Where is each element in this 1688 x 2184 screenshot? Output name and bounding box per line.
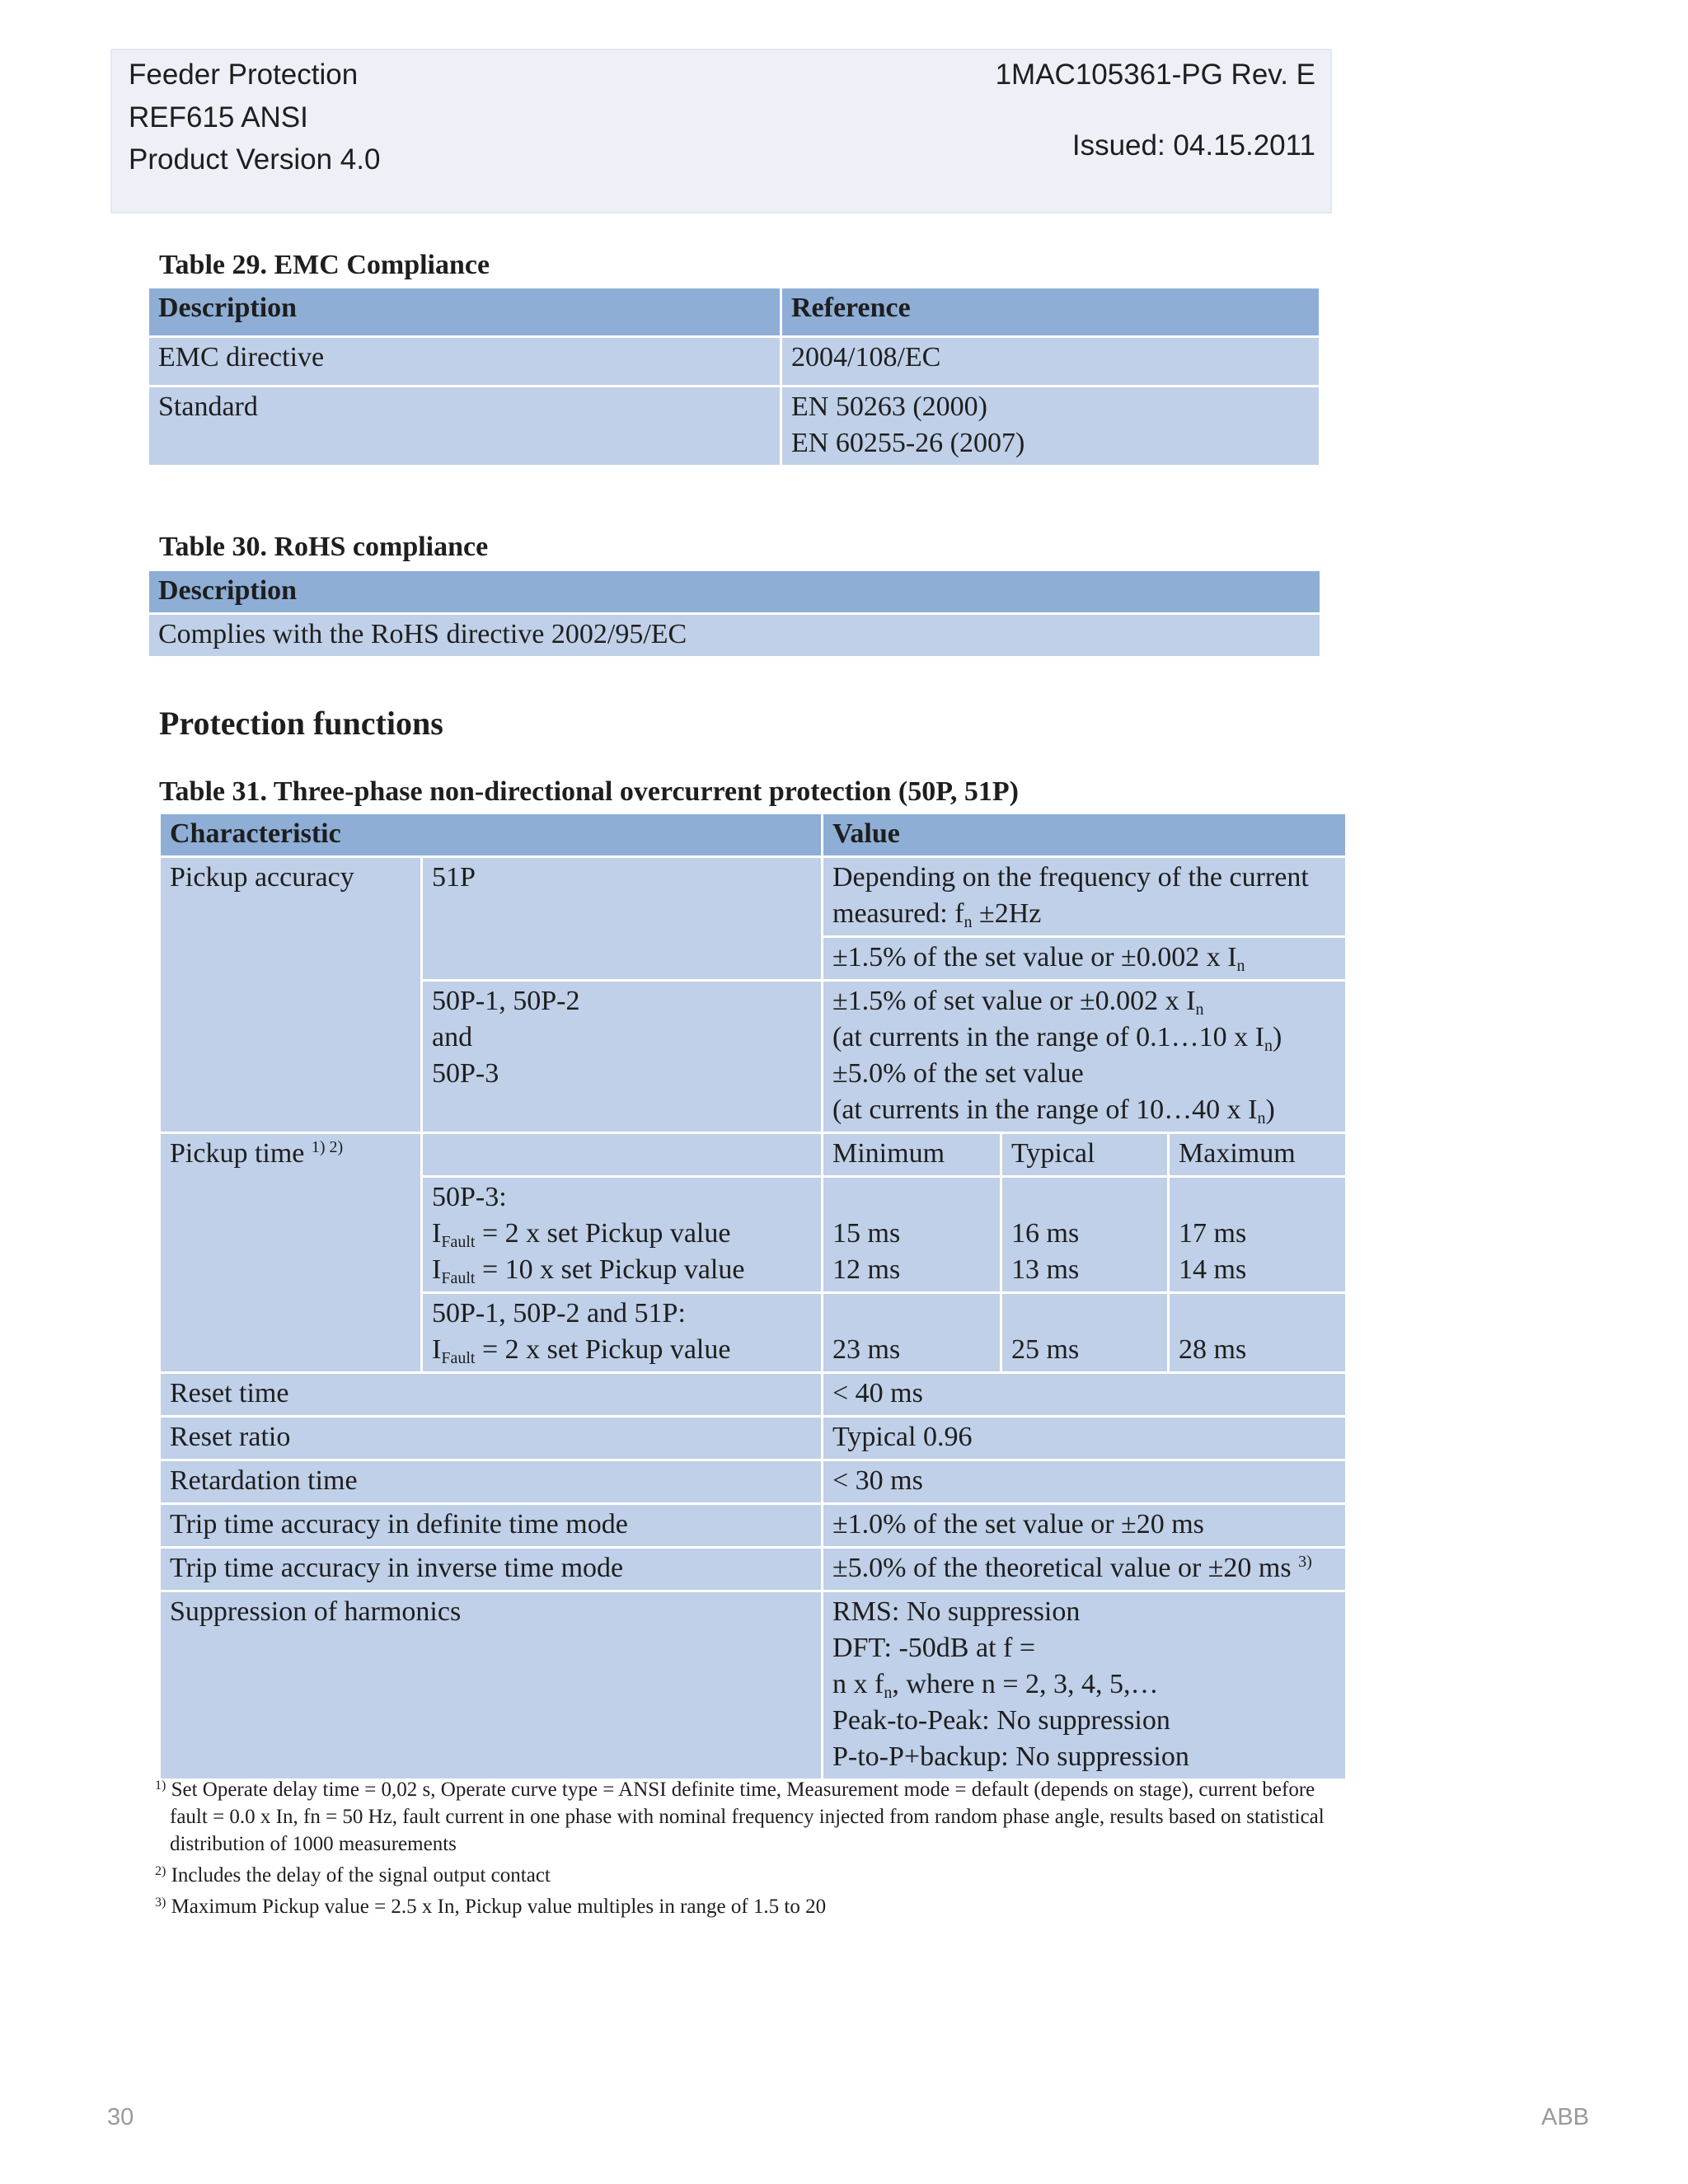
text-line: and xyxy=(432,1022,473,1052)
table-row xyxy=(160,1133,1347,1177)
table29-header-reference: Reference xyxy=(781,288,1320,337)
text-line xyxy=(832,1019,1336,1056)
footnote xyxy=(155,1889,1342,1920)
text-span: (at currents in the range of 10…40 x I xyxy=(832,1094,1258,1125)
table-row xyxy=(148,387,1320,466)
pickup-time-50p1-typ xyxy=(1001,1293,1169,1373)
footnote-ref: 3) xyxy=(1298,1553,1312,1571)
col-maximum: Maximum xyxy=(1169,1133,1347,1177)
text-span: I xyxy=(432,1254,442,1285)
pickup-accuracy-50p-value xyxy=(823,981,1347,1133)
footnotes xyxy=(155,1772,1342,1920)
subscript: Fault xyxy=(441,1349,476,1367)
section-title: Protection functions xyxy=(159,705,443,742)
text-line: 16 ms xyxy=(1011,1218,1080,1249)
table-row xyxy=(160,1460,1347,1504)
table-row xyxy=(160,1417,1347,1460)
table-row xyxy=(160,1548,1347,1591)
header-product-family: Feeder Protection xyxy=(129,59,359,91)
table31-caption: Table 31. Three-phase non-directional overcurrent protection (50P, 51P) xyxy=(159,776,1019,807)
header-product-model: REF615 ANSI xyxy=(129,101,308,134)
table31-header-value: Value xyxy=(823,813,1347,857)
text-line: ±5.0% of the set value xyxy=(832,1058,1084,1089)
text-line: Depending on the frequency of the current xyxy=(832,862,1309,893)
subscript: n xyxy=(1236,957,1245,975)
text-line: P-to-P+backup: No suppression xyxy=(832,1741,1189,1772)
text-line: 14 ms xyxy=(1179,1254,1247,1285)
footnote-text: Maximum Pickup value = 2.5 x In, Pickup value multiples in range of 1.5 to 20 xyxy=(171,1896,827,1918)
text-span: I xyxy=(432,1334,442,1365)
page-number: 30 xyxy=(107,2104,134,2130)
footnote-text: Set Operate delay time = 0,02 s, Operate curve type = ANSI definite time, Measurement mode = default (depends on stage), current before fault = 0.0 x In, fn = 50 Hz, fault current in one phase with nominal frequency injected from random phase angle, results based on statistical distribution of 1000 measurements xyxy=(170,1779,1325,1855)
table-row xyxy=(160,1504,1347,1548)
pickup-time-50p1-min xyxy=(823,1293,1001,1373)
text-line xyxy=(832,1092,1336,1128)
table-row xyxy=(148,614,1321,658)
pickup-accuracy-51p-frequency xyxy=(823,857,1347,937)
text-span: ±1.5% of set value or ±0.002 x I xyxy=(832,986,1196,1016)
text-span: ) xyxy=(1265,1094,1275,1125)
retardation-time-label: Retardation time xyxy=(160,1460,823,1504)
text-span: = 2 x set Pickup value xyxy=(475,1218,731,1249)
table-cell: Standard xyxy=(148,387,781,466)
pickup-time-50p1-max xyxy=(1169,1293,1347,1373)
subscript: n xyxy=(884,1684,893,1702)
footnote xyxy=(155,1858,1342,1889)
standard-line: EN 60255-26 (2007) xyxy=(791,428,1025,458)
footnote-mark: 3) xyxy=(155,1896,166,1910)
pickup-accuracy-label: Pickup accuracy xyxy=(160,857,422,1133)
table-row xyxy=(148,337,1320,387)
text-line xyxy=(432,1216,812,1252)
text-line xyxy=(432,1252,812,1288)
trip-definite-label: Trip time accuracy in definite time mode xyxy=(160,1504,823,1548)
text-line xyxy=(432,1332,812,1368)
table30-header-description: Description xyxy=(148,570,1321,614)
table-row xyxy=(160,1591,1347,1780)
table31-overcurrent-protection xyxy=(158,812,1348,1781)
text-line: 17 ms xyxy=(1179,1218,1247,1249)
text-span: (at currents in the range of 0.1…10 x I xyxy=(832,1022,1264,1052)
subscript: n xyxy=(1264,1037,1273,1055)
table-cell: 2004/108/EC xyxy=(781,337,1320,387)
text-line xyxy=(832,896,1336,932)
stage-50p-label xyxy=(422,981,823,1133)
table30-rohs-compliance xyxy=(147,569,1322,658)
table-cell: Complies with the RoHS directive 2002/95/EC xyxy=(148,614,1321,658)
subscript: n xyxy=(1257,1109,1266,1127)
trip-definite-value: ±1.0% of the set value or ±20 ms xyxy=(823,1504,1347,1548)
table-cell xyxy=(422,1133,823,1177)
trip-inverse-label: Trip time accuracy in inverse time mode xyxy=(160,1548,823,1591)
text-span: measured: f xyxy=(832,898,964,929)
col-minimum: Minimum xyxy=(823,1133,1001,1177)
document-header xyxy=(110,49,1332,213)
text-line: RMS: No suppression xyxy=(832,1596,1081,1627)
header-product-version: Product Version 4.0 xyxy=(129,143,381,176)
pickup-time-label xyxy=(160,1133,422,1373)
text-span: ±2Hz xyxy=(972,898,1042,929)
text-span: = 2 x set Pickup value xyxy=(475,1334,731,1365)
text-line: 28 ms xyxy=(1179,1334,1247,1365)
footnote-ref: 1) 2) xyxy=(311,1138,344,1156)
reset-ratio-label: Reset ratio xyxy=(160,1417,823,1460)
text-line: 25 ms xyxy=(1011,1334,1080,1365)
reset-time-value: < 40 ms xyxy=(823,1373,1347,1417)
text-line: 13 ms xyxy=(1011,1254,1080,1285)
harmonics-label: Suppression of harmonics xyxy=(160,1591,823,1780)
text-line: 50P-3 xyxy=(432,1058,499,1089)
text-line: Peak-to-Peak: No suppression xyxy=(832,1705,1170,1736)
pickup-time-50p3-max xyxy=(1169,1177,1347,1293)
text-line: 12 ms xyxy=(832,1254,901,1285)
header-doc-id: 1MAC105361-PG Rev. E xyxy=(995,59,1315,91)
pickup-time-50p1-condition xyxy=(422,1293,823,1373)
text-span: n x f xyxy=(832,1669,884,1699)
harmonics-value xyxy=(823,1591,1347,1780)
text-span: ±1.5% of the set value or ±0.002 x I xyxy=(832,942,1237,972)
table29-emc-compliance xyxy=(147,286,1321,467)
table-cell: EMC directive xyxy=(148,337,781,387)
text-line: DFT: -50dB at f = xyxy=(832,1633,1036,1663)
pickup-accuracy-51p-value xyxy=(823,937,1347,981)
text-line: 50P-3: xyxy=(432,1182,507,1212)
subscript: Fault xyxy=(441,1233,476,1251)
text-line: 23 ms xyxy=(832,1334,901,1365)
text-line xyxy=(832,1666,1336,1703)
footnote-mark: 1) xyxy=(155,1779,166,1793)
footnote xyxy=(155,1772,1342,1858)
subscript: n xyxy=(1195,1001,1204,1019)
text-line: 50P-1, 50P-2 and 51P: xyxy=(432,1298,686,1329)
table-row xyxy=(160,857,1347,937)
reset-ratio-value: Typical 0.96 xyxy=(823,1417,1347,1460)
text-span: I xyxy=(432,1218,442,1249)
text-line: 15 ms xyxy=(832,1218,901,1249)
table30-caption: Table 30. RoHS compliance xyxy=(159,532,489,562)
text-span: ±5.0% of the theoretical value or ±20 ms xyxy=(832,1553,1292,1583)
table31-header-characteristic: Characteristic xyxy=(160,813,823,857)
footnote-text: Includes the delay of the signal output contact xyxy=(171,1864,551,1886)
pickup-time-50p3-typ xyxy=(1001,1177,1169,1293)
footnote-mark: 2) xyxy=(155,1864,166,1878)
standard-line: EN 50263 (2000) xyxy=(791,391,987,422)
table29-caption: Table 29. EMC Compliance xyxy=(159,250,490,280)
text-span: , where n = 2, 3, 4, 5,… xyxy=(892,1669,1159,1699)
trip-inverse-value xyxy=(823,1548,1347,1591)
table29-header-description: Description xyxy=(148,288,781,337)
pickup-time-50p3-min xyxy=(823,1177,1001,1293)
brand-name: ABB xyxy=(1541,2104,1590,2130)
text-span: = 10 x set Pickup value xyxy=(475,1254,745,1285)
retardation-time-value: < 30 ms xyxy=(823,1460,1347,1504)
col-typical: Typical xyxy=(1001,1133,1169,1177)
table-row xyxy=(160,1373,1347,1417)
subscript: n xyxy=(964,913,973,931)
table-cell xyxy=(781,387,1320,466)
header-issued-date: Issued: 04.15.2011 xyxy=(1071,129,1315,162)
text-line xyxy=(832,983,1336,1019)
reset-time-label: Reset time xyxy=(160,1373,823,1417)
pickup-time-50p3-condition xyxy=(422,1177,823,1293)
text-span: ) xyxy=(1273,1022,1282,1052)
text-line: 50P-1, 50P-2 xyxy=(432,986,580,1016)
subscript: Fault xyxy=(441,1269,476,1287)
text-span: Pickup time xyxy=(170,1138,305,1169)
stage-51p-label: 51P xyxy=(422,857,823,981)
